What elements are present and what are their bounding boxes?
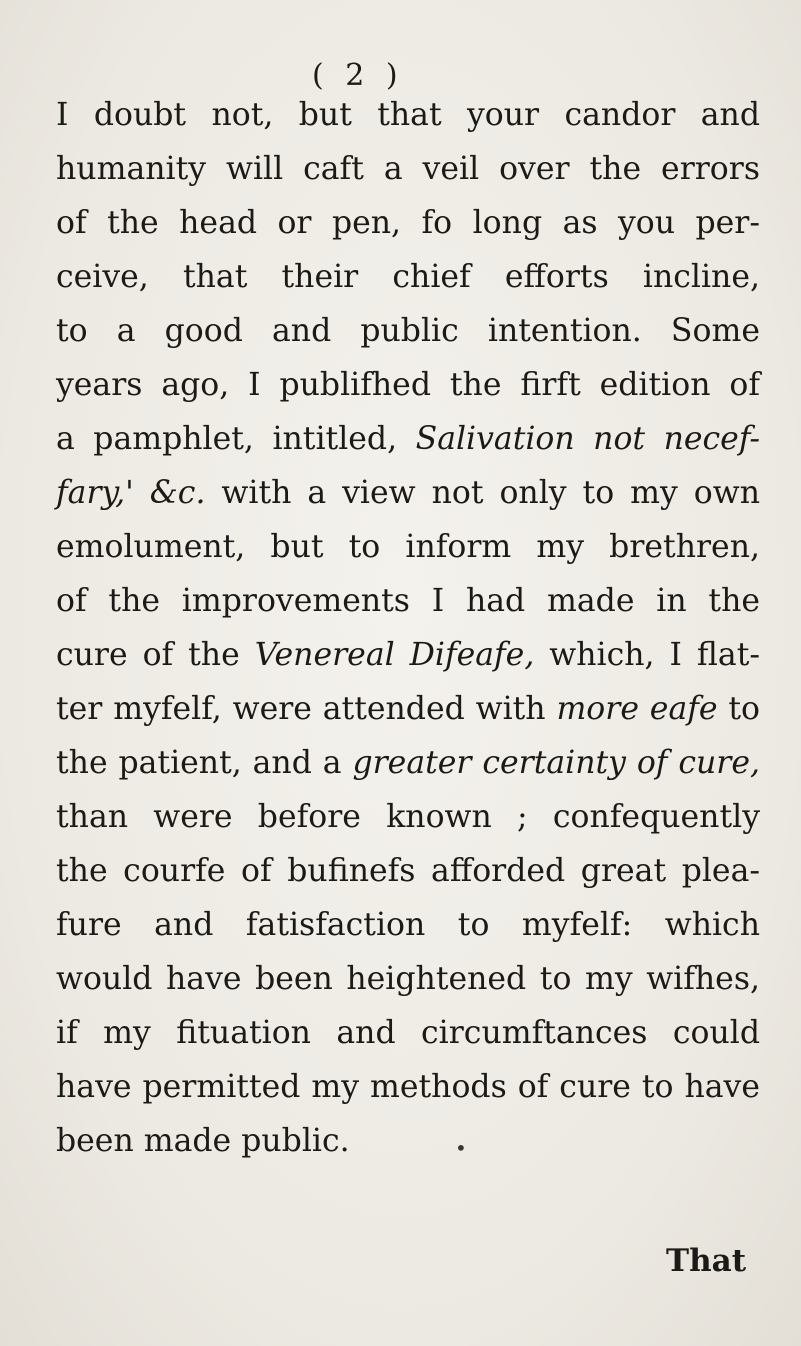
- text-segment: the courfe of bufinefs afforded great plea-: [56, 853, 760, 889]
- printers-ornament: •: [455, 1136, 467, 1160]
- text-segment: of the improvements I had made in the: [56, 583, 760, 619]
- text-segment: ter myfelf, were attended with: [56, 691, 557, 727]
- text-segment: humanity will caft a veil over the errors: [56, 151, 760, 187]
- text-segment: been made public.: [56, 1123, 350, 1159]
- text-line: [56, 628, 760, 682]
- text-segment: of the head or pen, fo long as you per-: [56, 205, 760, 241]
- text-segment: fure and fatisfaction to myfelf: which: [56, 907, 760, 943]
- text-line: [56, 1114, 760, 1168]
- page-number: ( 2 ): [312, 58, 404, 93]
- text-segment: would have been heightened to my wifhes,: [56, 961, 760, 997]
- text-segment: to: [717, 691, 761, 727]
- text-line: [56, 844, 760, 898]
- text-segment: Venereal Difeafe,: [254, 637, 535, 673]
- text-segment: years ago, I publifhed the firft edition of: [56, 367, 760, 403]
- text-segment: emolument, but to inform my brethren,: [56, 529, 760, 565]
- text-segment: cure of the: [56, 637, 255, 673]
- text-segment: fary,: [56, 475, 126, 511]
- text-line: [56, 88, 760, 142]
- text-line: [56, 952, 760, 1006]
- text-line: [56, 520, 760, 574]
- text-segment: which, I flat-: [534, 637, 760, 673]
- text-line: [56, 466, 760, 520]
- text-segment: than were before known ; confequently: [56, 799, 760, 835]
- text-line: [56, 898, 760, 952]
- text-line: [56, 1006, 760, 1060]
- text-segment: ceive, that their chief efforts incline,: [56, 259, 760, 295]
- text-line: [56, 142, 760, 196]
- text-line: [56, 574, 760, 628]
- text-line: [56, 304, 760, 358]
- text-segment: Salivation not necef-: [415, 421, 760, 457]
- text-line: [56, 250, 760, 304]
- text-segment: &c.: [149, 475, 206, 511]
- text-segment: the patient, and a: [56, 745, 353, 781]
- text-segment: if my fituation and circumftances could: [56, 1015, 760, 1051]
- text-line: [56, 196, 760, 250]
- text-segment: ': [125, 475, 150, 511]
- text-line: [56, 358, 760, 412]
- text-segment: greater certainty of cure,: [352, 745, 760, 781]
- text-line: [56, 790, 760, 844]
- catchword: That: [666, 1243, 747, 1279]
- text-segment: more eafe: [556, 691, 718, 727]
- text-line: [56, 682, 760, 736]
- text-line: [56, 412, 760, 466]
- text-segment: have permitted my methods of cure to have: [56, 1069, 760, 1105]
- text-line: [56, 736, 760, 790]
- text-segment: with a view not only to my own: [205, 475, 760, 511]
- text-segment: to a good and public intention. Some: [56, 313, 760, 349]
- text-segment: a pamphlet, intitled,: [56, 421, 416, 457]
- text-line: [56, 1060, 760, 1114]
- text-segment: I doubt not, but that your candor and: [56, 97, 760, 133]
